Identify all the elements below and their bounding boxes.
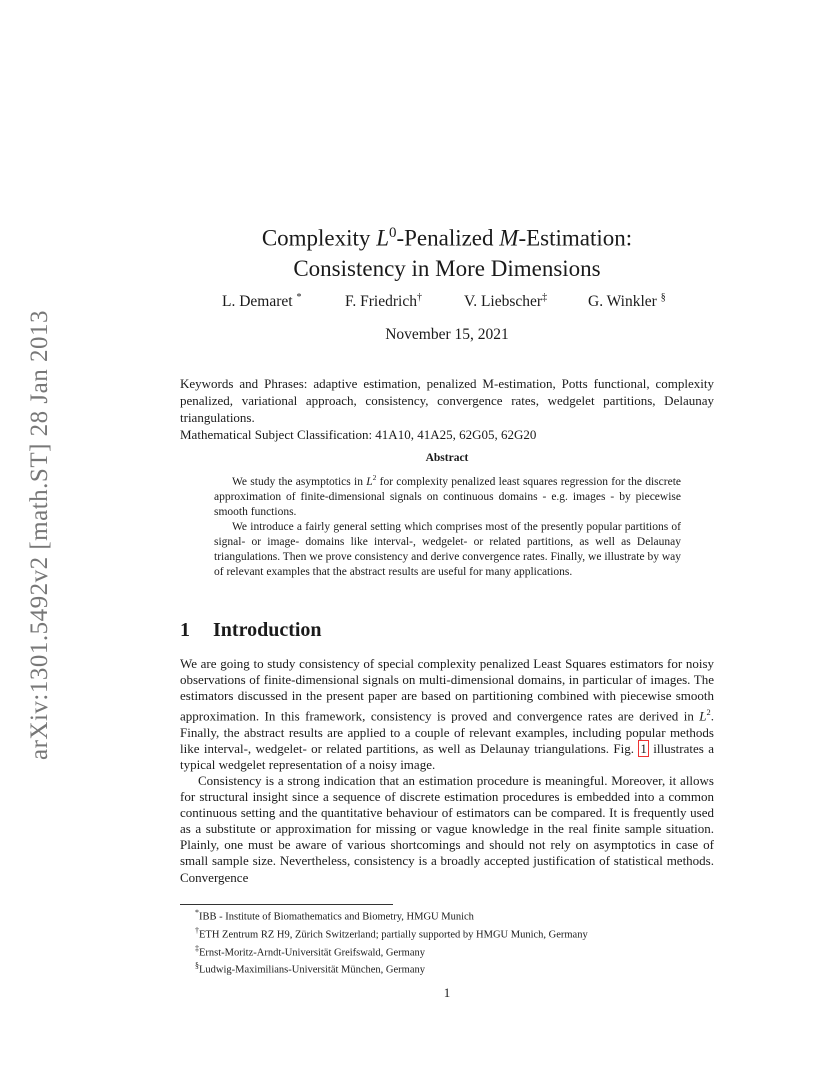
abstract-math-sup: 2 bbox=[372, 473, 377, 482]
title-line-1 bbox=[180, 218, 714, 254]
title-text-pre: Complexity bbox=[261, 225, 377, 251]
body-text-run: We are going to study consistency of special complexity penalized Least Squares estimators for noisy observations of finite-dimensional signals on multi-dimensional domains, in particular of images. The estimators discussed in the present paper are based on partitioning combined with piecewise smooth approximation. In this framework, consistency is proved and convergence rates are derived in bbox=[180, 656, 714, 724]
keywords: Keywords and Phrases: adaptive estimation, penalized M-estimation, Potts functional, complexity penalized, variational approach, consistency, convergence rates, wedgelet partitions, Delaunay triangulations. bbox=[180, 376, 714, 425]
footnote-text: ETH Zentrum RZ H9, Zürich Switzerland; partially supported by HMGU Munich, Germany bbox=[199, 929, 588, 941]
footnote-text: Ernst-Moritz-Arndt-Universität Greifswald, Germany bbox=[199, 947, 425, 959]
arxiv-sidebar bbox=[22, 295, 58, 775]
footnotes bbox=[180, 906, 714, 977]
body-text-run: illustrates a typical wedgelet representation of a noisy image. bbox=[180, 740, 714, 772]
footnote-rule bbox=[180, 904, 393, 905]
footnote-1 bbox=[180, 906, 714, 924]
section-title: Introduction bbox=[213, 619, 322, 641]
abstract-heading: Abstract bbox=[425, 452, 469, 464]
abstract-paragraph-1 bbox=[214, 470, 681, 520]
subject-classification: Mathematical Subject Classification: 41A10, 41A25, 62G05, 62G20 bbox=[180, 427, 537, 442]
author-mark: * bbox=[296, 292, 302, 303]
abstract-text: for complexity penalized least squares regression for the discrete approximation of finite-dimensional signals on continuous domains - e.g. images - by piecewise smooth functions. bbox=[214, 475, 681, 518]
footnote-mark: § bbox=[195, 961, 199, 971]
author-4 bbox=[588, 292, 666, 311]
paper-date: November 15, 2021 bbox=[385, 326, 509, 343]
title-math-m: M bbox=[499, 225, 519, 251]
page-number: 1 bbox=[443, 985, 451, 1000]
body-math-sup: 2 bbox=[706, 707, 711, 718]
author-3 bbox=[464, 292, 547, 311]
author-name: F. Friedrich bbox=[345, 293, 417, 311]
section-number: 1 bbox=[180, 619, 190, 641]
abstract-paragraph-2: We introduce a fairly general setting which comprises most of the presently popular partitions of signal- or image- domains like interval-, wedgelet- or related partitions, as well as Delaunay triangulations. Then we prove consistency and derive convergence rates. Finally, we illustrate by way of relevant examples that the abstract results are useful for many applications. bbox=[214, 520, 681, 578]
author-1 bbox=[222, 292, 301, 311]
footnote-mark: * bbox=[195, 908, 199, 917]
author-name: V. Liebscher bbox=[464, 293, 543, 311]
body-math-l: L bbox=[699, 708, 707, 724]
title-text-mid: -Penalized bbox=[396, 225, 500, 251]
footnote-text: IBB - Institute of Biomathematics and Biometry, HMGU Munich bbox=[199, 911, 474, 923]
arxiv-identifier: arXiv:1301.5492v2 [math.ST] 28 Jan 2013 bbox=[26, 309, 53, 761]
paper-title bbox=[180, 218, 714, 284]
title-math-sup: 0 bbox=[388, 225, 397, 241]
author-name: G. Winkler bbox=[588, 293, 657, 311]
title-math-l: L bbox=[376, 225, 389, 251]
body-text-run: . Finally, the abstract results are applied to a couple of relevant examples, including popular methods like interval-, wedgelet- or related partitions, as well as Delaunay triangulations. Fig. bbox=[180, 708, 714, 756]
section-heading bbox=[180, 619, 322, 642]
author-mark: ‡ bbox=[542, 292, 548, 303]
footnote-mark: ‡ bbox=[195, 943, 199, 953]
author-mark: † bbox=[416, 292, 422, 303]
title-text-post: -Estimation: bbox=[518, 225, 633, 251]
abstract-body bbox=[214, 470, 681, 580]
body-text bbox=[180, 656, 714, 886]
footnote-3 bbox=[180, 942, 714, 960]
author-2 bbox=[345, 292, 422, 311]
footnote-2 bbox=[180, 924, 714, 942]
footnote-4 bbox=[180, 959, 714, 977]
body-paragraph-1 bbox=[180, 656, 714, 773]
footnote-mark: † bbox=[195, 925, 199, 935]
title-line-2: Consistency in More Dimensions bbox=[293, 255, 601, 281]
author-mark: § bbox=[660, 292, 666, 303]
figure-reference-link[interactable]: 1 bbox=[640, 740, 647, 756]
body-paragraph-2: Consistency is a strong indication that an estimation procedure is meaningful. Moreover, it allows for structural insight since a sequence of discrete estimation procedures is embedded into a common continuous setting and the quantitative behaviour of estimators can be compared. It is frequently used as a substitute or approximation for missing or vague knowledge in the real finite sample situation. Plainly, one must be aware of various shortcomings and should not rely on asymptotics in case of small sample size. Nevertheless, consistency is a broadly accepted justification of statistical methods. Convergence bbox=[180, 772, 714, 885]
abstract-text: We study the asymptotics in bbox=[232, 475, 367, 488]
abstract-math-l: L bbox=[366, 475, 373, 488]
footnote-text: Ludwig-Maximilians-Universität München, Germany bbox=[199, 964, 425, 976]
author-name: L. Demaret bbox=[222, 293, 293, 311]
